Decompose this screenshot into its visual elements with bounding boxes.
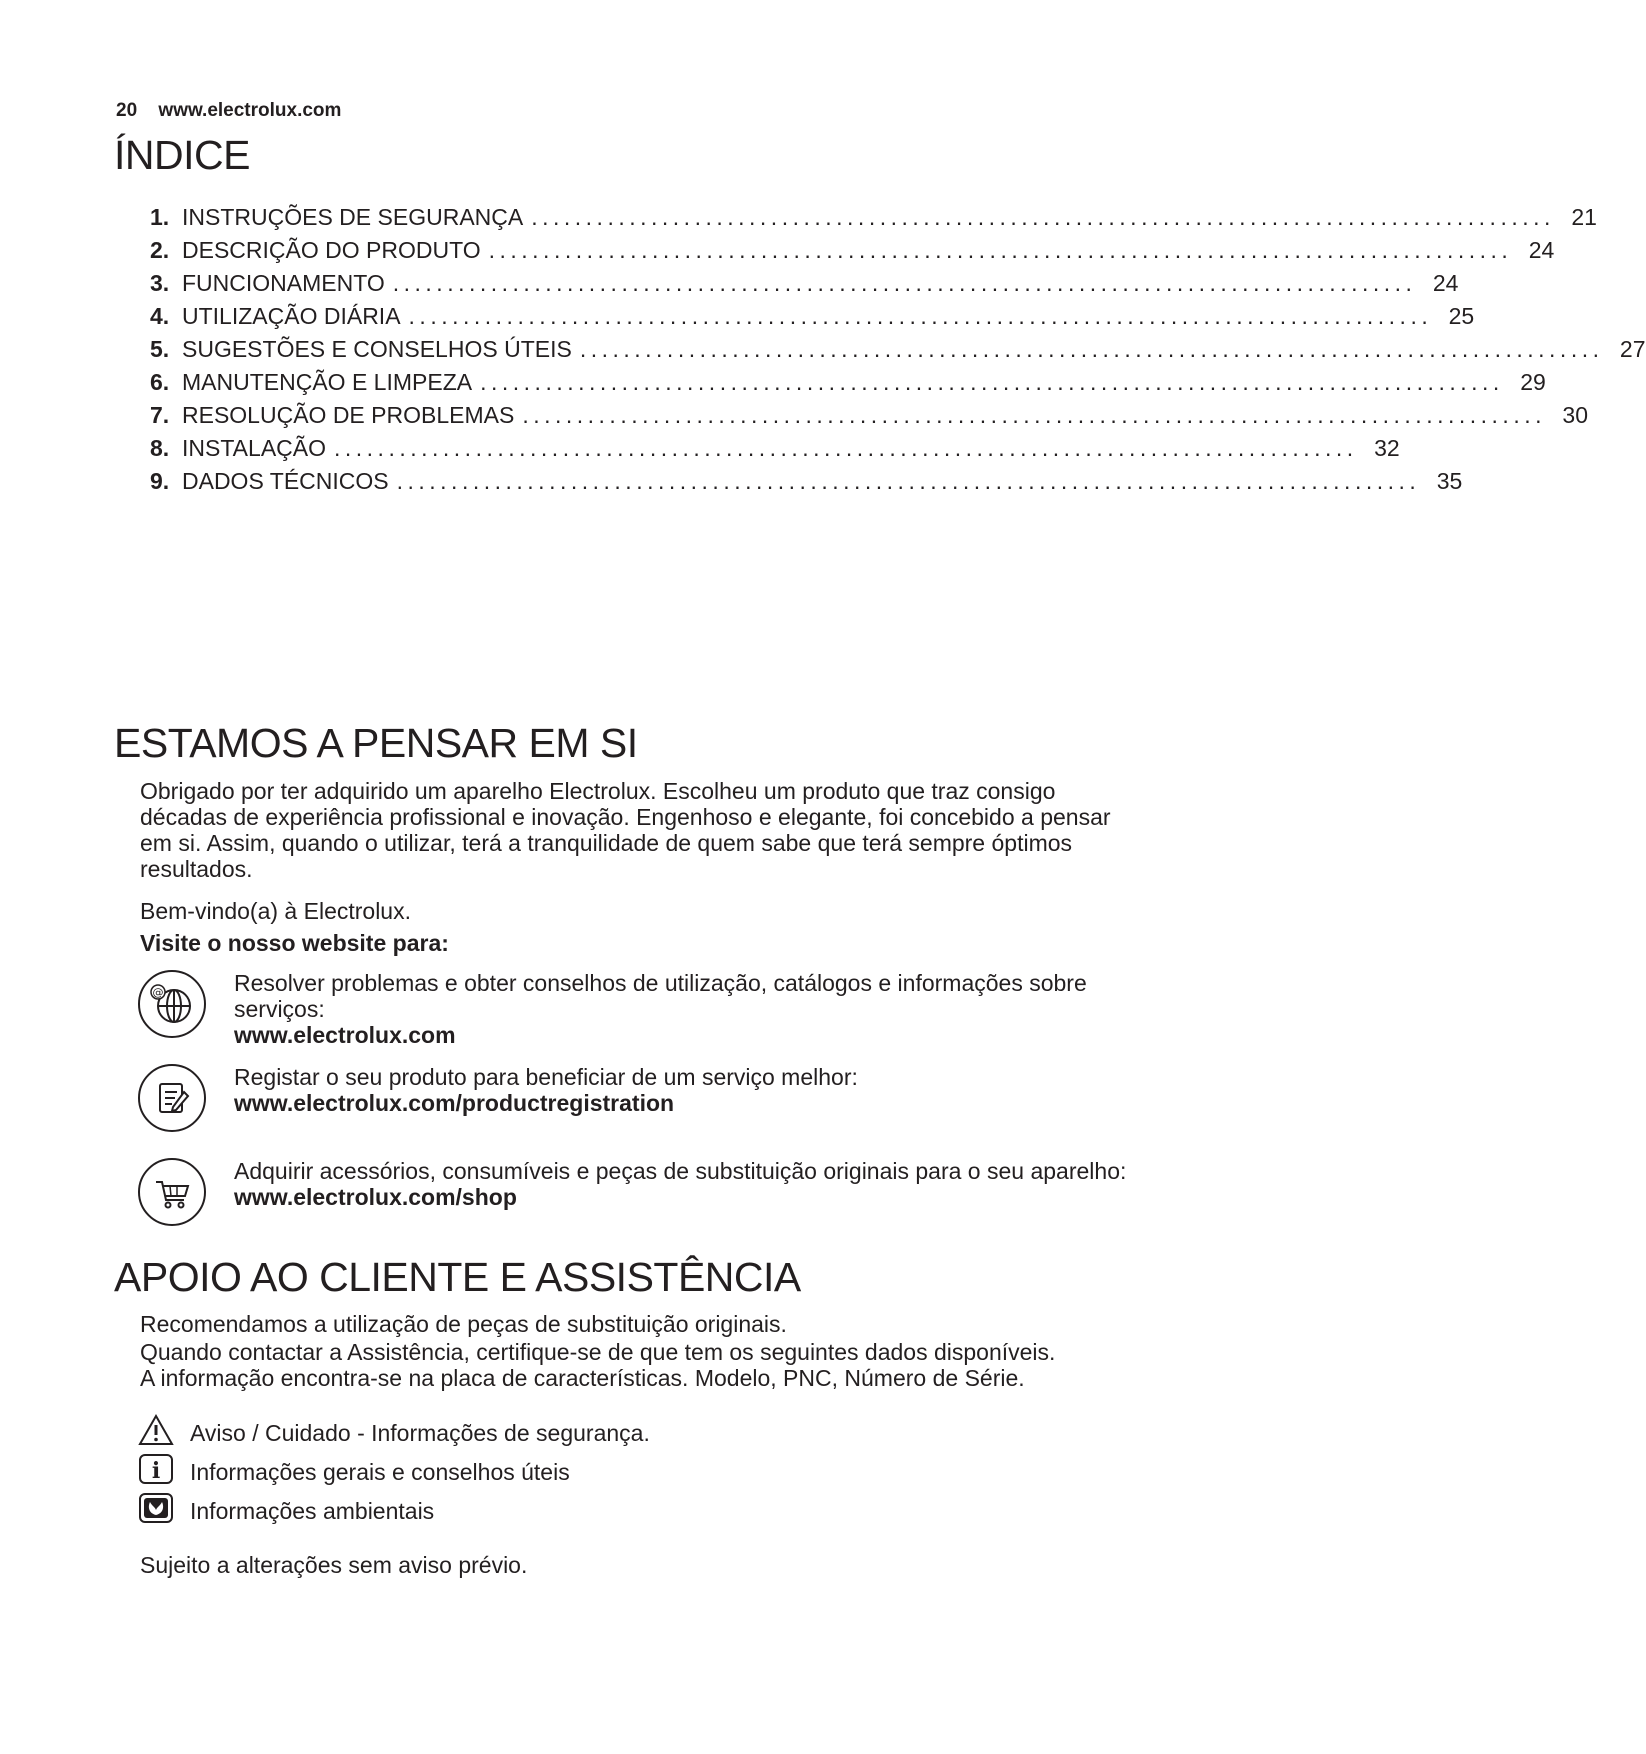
table-of-contents <box>150 204 1646 501</box>
toc-page: 24 <box>1432 270 1459 296</box>
toc-item[interactable] <box>150 435 1400 468</box>
toc-page: 30 <box>1562 402 1588 428</box>
page-number: 20 <box>116 100 138 121</box>
legend-label: Informações gerais e conselhos úteis <box>190 1459 570 1485</box>
toc-number: 6. <box>150 369 170 395</box>
toc-leader-dots: .............................................................................................. <box>334 435 1358 461</box>
toc-title: SUGESTÕES E CONSELHOS ÚTEIS <box>182 336 572 362</box>
toc-title: UTILIZAÇÃO DIÁRIA <box>182 303 401 329</box>
toc-leader-dots: .............................................................................................. <box>531 204 1555 230</box>
toc-number: 2. <box>150 237 170 263</box>
toc-leader-dots: .............................................................................................. <box>408 303 1433 329</box>
toc-leader-dots: .............................................................................................. <box>579 336 1604 362</box>
index-title: ÍNDICE <box>114 132 250 178</box>
toc-item[interactable] <box>150 204 1597 237</box>
toc-item[interactable] <box>150 468 1463 501</box>
legend-label: Aviso / Cuidado - Informações de segurança. <box>190 1420 650 1446</box>
intro-paragraph: Obrigado por ter adquirido um aparelho Electrolux. Escolheu um produto que traz consigo décadas de experiência profissional e inovação. Engenhoso e elegante, foi concebido a pensar em si. Assim, quando o utilizar, terá a tranquilidade de quem sabe que terá sempre óptimos resultados. <box>140 778 1111 882</box>
toc-page: 25 <box>1448 303 1475 329</box>
shop-link[interactable]: www.electrolux.com/shop <box>234 1184 517 1210</box>
environment-icon <box>138 1492 174 1524</box>
toc-page: 35 <box>1436 468 1463 494</box>
toc-item[interactable] <box>150 402 1588 435</box>
toc-title: FUNCIONAMENTO <box>182 270 385 296</box>
link-description: Registar o seu produto para beneficiar de um serviço melhor: www.electrolux.com/productregistration <box>234 1064 1154 1116</box>
page-header <box>116 100 341 122</box>
section-title-thinking: ESTAMOS A PENSAR EM SI <box>114 720 638 766</box>
toc-title: DESCRIÇÃO DO PRODUTO <box>182 237 481 263</box>
info-icon <box>138 1453 174 1485</box>
toc-page: 21 <box>1571 204 1597 230</box>
footer-note: Sujeito a alterações sem aviso prévio. <box>140 1552 528 1578</box>
toc-title: INSTALAÇÃO <box>182 435 326 461</box>
toc-leader-dots: .............................................................................................. <box>488 237 1513 263</box>
toc-page: 32 <box>1374 435 1400 461</box>
toc-leader-dots: .............................................................................................. <box>522 402 1546 428</box>
toc-number: 8. <box>150 435 170 461</box>
website-link[interactable]: www.electrolux.com <box>234 1022 456 1048</box>
toc-item[interactable] <box>150 270 1459 303</box>
toc-page: 29 <box>1520 369 1546 395</box>
toc-leader-dots: .............................................................................................. <box>392 270 1417 296</box>
link-description: Resolver problemas e obter conselhos de utilização, catálogos e informações sobre serviços: www.electrolux.com <box>234 970 1154 1048</box>
header-website[interactable]: www.electrolux.com <box>158 100 342 121</box>
svg-text:@: @ <box>152 986 164 999</box>
toc-number: 9. <box>150 468 170 494</box>
toc-leader-dots: .............................................................................................. <box>480 369 1504 395</box>
globe-icon <box>138 970 206 1038</box>
toc-title: MANUTENÇÃO E LIMPEZA <box>182 369 473 395</box>
toc-title: INSTRUÇÕES DE SEGURANÇA <box>182 204 524 230</box>
toc-title: DADOS TÉCNICOS <box>182 468 389 494</box>
registration-icon <box>138 1064 206 1132</box>
warning-icon <box>138 1414 174 1446</box>
welcome-text: Bem-vindo(a) à Electrolux. <box>140 898 411 924</box>
support-line-2: Quando contactar a Assistência, certifique-se de que tem os seguintes dados disponíveis. <box>140 1339 1056 1365</box>
toc-number: 4. <box>150 303 170 329</box>
toc-title: RESOLUÇÃO DE PROBLEMAS <box>182 402 515 428</box>
toc-item[interactable] <box>150 369 1546 402</box>
toc-number: 5. <box>150 336 170 362</box>
support-line-1: Recomendamos a utilização de peças de substituição originais. <box>140 1311 787 1337</box>
toc-leader-dots: .............................................................................................. <box>396 468 1421 494</box>
legend-label: Informações ambientais <box>190 1498 435 1524</box>
toc-page: 24 <box>1528 237 1555 263</box>
section-title-support: APOIO AO CLIENTE E ASSISTÊNCIA <box>114 1254 801 1300</box>
svg-text:i: i <box>151 1458 161 1484</box>
toc-item[interactable] <box>150 336 1646 369</box>
shopping-cart-icon <box>138 1158 206 1226</box>
toc-page: 27 <box>1619 336 1646 362</box>
toc-item[interactable] <box>150 237 1555 270</box>
toc-number: 3. <box>150 270 170 296</box>
support-line-3: A informação encontra-se na placa de características. Modelo, PNC, Número de Série. <box>140 1365 1025 1391</box>
registration-link[interactable]: www.electrolux.com/productregistration <box>234 1090 675 1116</box>
toc-number: 1. <box>150 204 170 230</box>
link-description: Adquirir acessórios, consumíveis e peças de substituição originais para o seu aparelho: www.electrolux.com/shop <box>234 1158 1154 1210</box>
toc-item[interactable] <box>150 303 1475 336</box>
visit-heading: Visite o nosso website para: <box>140 930 449 956</box>
toc-number: 7. <box>150 402 170 428</box>
